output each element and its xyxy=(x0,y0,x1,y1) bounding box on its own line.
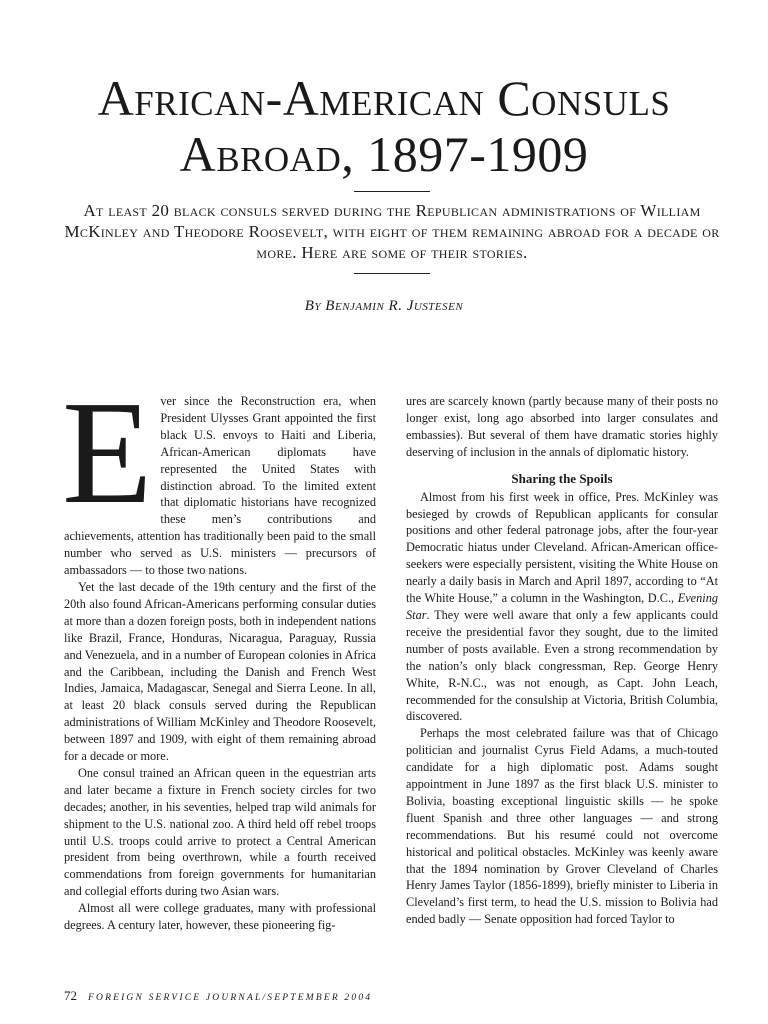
section-heading: Sharing the Spoils xyxy=(511,470,613,486)
divider-top xyxy=(354,191,430,192)
divider-bottom xyxy=(354,273,430,274)
paragraph xyxy=(406,489,718,726)
left-column xyxy=(62,371,376,934)
publication-line: FOREIGN SERVICE JOURNAL/SEPTEMBER 2004 xyxy=(88,993,373,1003)
page-footer xyxy=(64,988,372,1004)
paragraph-text: ver since the Reconstruction era, when President Ulysses Grant appointed the first black U.S. envoys to Haiti and Liberia, African-American diplomats have represented the United States with distinction abroad. To the limited extent that diplomatic historians have recognized these men’s contributions and achievements, attention has traditionally been paid to the small number who served as U.S. ministers — precursors of ambassadors — to those two nations. xyxy=(64,394,376,578)
paragraph: ures are scarcely known (partly because many of their posts no longer exist, long ago absorbed into larger consulates and embassies). But several of them have dramatic stories highly deserving of inclusion in the annals of diplomatic history. xyxy=(406,394,718,459)
byline: By Benjamin R. Justesen xyxy=(304,298,464,314)
title-line-2: Abroad, 1897-1909 xyxy=(179,126,589,182)
paragraph: Yet the last decade of the 19th century and the first of the 20th also found African-Americans performing consular duties at more than a dozen foreign posts, both in independent nations like Brazil, France, Honduras, Nicaragua, Paraguay, Russia and Venezuela, and in a number of European colonies in Africa and the Caribbean, including the Danish and French West Indies, Jamaica, Madagascar, Senegal and Sierra Leone. In all, at least 20 black consuls served during the Republican administrations of William McKinley and Theodore Roosevelt, between 1897 and 1909, with eight of them remaining abroad for a decade or more. xyxy=(64,579,376,764)
right-column xyxy=(406,393,718,928)
paragraph: One consul trained an African queen in the equestrian arts and later became a fixture in French society circles for two decades; another, in his seventies, helped trap wild animals for shipment to the U.S. national zoo. A third held off rebel troops until U.S. troops could arrive to protect a Central American president from being overthrown, while a fourth received commendations from foreign governments for humanitarian and collegial efforts during two Asian wars. xyxy=(64,765,376,899)
drop-cap: E xyxy=(62,371,153,535)
paragraph-text: . They were well aware that only a few applicants could receive the presidential favor they sought, due to the limited number of posts available. Even a strong recommendation by the nation’s only black congressman, Rep. George Henry White, R-N.C., was not enough, as Capt. John Leach, recommended for the consulship at Victoria, British Columbia, discovered. xyxy=(406,607,718,724)
title-line-1: African-American Consuls xyxy=(97,70,671,126)
paragraph: Almost all were college graduates, many with professional degrees. A century later, however, these pioneering fig- xyxy=(64,901,376,933)
paragraph-text: Almost from his first week in office, Pres. McKinley was besieged by crowds of Republican applicants for consular positions and other federal patronage jobs, after the four-year Democratic hiatus under Cleveland. African-American office-seekers were especially persistent, visiting the White House on nearly a daily basis in March and April 1897, according to “At the White House,” a column in the Washington, D.C., xyxy=(406,489,718,606)
paragraph: Perhaps the most celebrated failure was that of Chicago politician and journalist Cyrus Field Adams, a much-touted candidate for a high diplomatic post. Adams sought appointment in June 1897 as the first black U.S. minister to Bolivia, boasting exceptional linguistic skills — he spoke fluent Spanish and three other languages — and strong recommendations. But his resumé could not overcome historical and political obstacles. McKinley was keenly aware that the 1894 nomination by Grover Cleveland of Charles Henry James Taylor (1856-1899), briefly minister to Liberia in Cleveland’s first term, to head the U.S. mission to Bolivia had ended badly — Senate opposition had forced Taylor to xyxy=(406,726,718,927)
page-number: 72 xyxy=(64,988,77,1003)
newspaper-title: Evening Star xyxy=(406,591,718,622)
paragraph xyxy=(62,371,376,579)
article-title xyxy=(0,70,768,182)
article-deck: At least 20 black consuls served during the Republican administrations of William McKinley and Theodore Roosevelt, with eight of them remaining abroad for a decade or more. Here are some of their stories. xyxy=(64,201,720,262)
